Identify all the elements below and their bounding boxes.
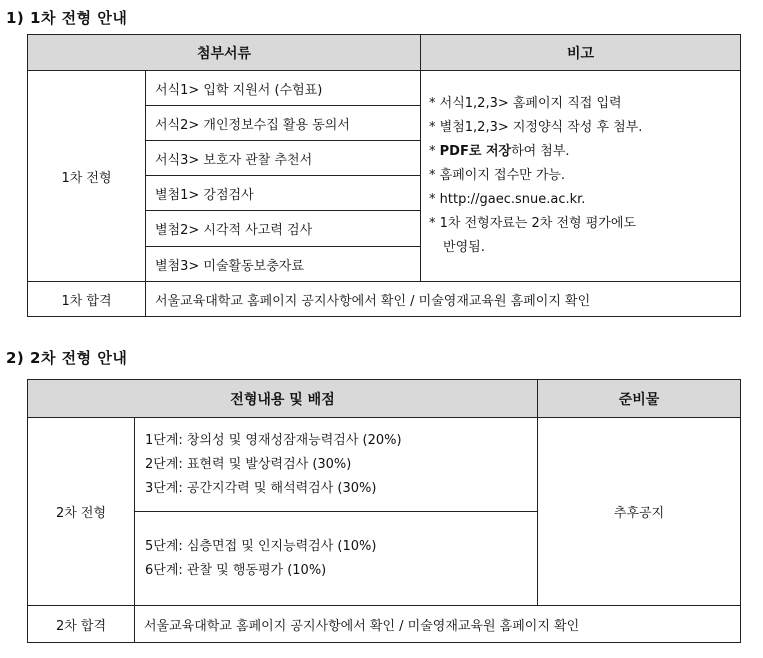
steps-group-a <box>135 418 538 512</box>
note-line: * 서식1,2,3> 홈페이지 직접 입력 <box>429 96 622 111</box>
stage1-table <box>27 34 741 317</box>
note-line: * 1차 전형자료는 2차 전형 평가에도 <box>429 216 636 231</box>
note-line: * 홈페이지 접수만 가능. <box>429 168 566 183</box>
document-item: 서식3> 보호자 관찰 추천서 <box>146 141 421 176</box>
note-line: 반영됨. <box>443 240 485 255</box>
stage2-label: 2차 전형 <box>28 418 135 606</box>
remarks-notes <box>421 71 741 282</box>
stage2-table <box>27 379 741 643</box>
stage1-pass-label: 1차 합격 <box>28 282 146 317</box>
note-line: * 별첨1,2,3> 지정양식 작성 후 첨부. <box>429 120 643 135</box>
section1-title: 1) 1차 전형 안내 <box>6 9 128 27</box>
document-item: 별첨3> 미술활동보충자료 <box>146 247 421 282</box>
stage2-pass-label: 2차 합격 <box>28 606 135 643</box>
step-line: 3단계: 공간지각력 및 해석력검사 (30%) <box>145 480 377 496</box>
note-line-url: * http://gaec.snue.ac.kr. <box>429 192 586 207</box>
content-header: 전형내용 및 배점 <box>28 380 538 418</box>
step-line: 6단계: 관찰 및 행동평가 (10%) <box>145 562 327 578</box>
document-item: 서식2> 개인정보수집 활용 동의서 <box>146 106 421 141</box>
document-item: 별첨2> 시각적 사고력 검사 <box>146 211 421 247</box>
note-line-pdf <box>429 140 740 164</box>
note-rest: 하여 첨부. <box>511 144 570 159</box>
document-item: 별첨1> 강점검사 <box>146 176 421 211</box>
materials-value: 추후공지 <box>538 418 741 606</box>
step-line: 5단계: 심층면접 및 인지능력검사 (10%) <box>145 538 377 554</box>
pdf-emphasis: PDF로 저장 <box>439 144 512 159</box>
stage1-label: 1차 전형 <box>28 71 146 282</box>
note-prefix: * <box>429 144 440 159</box>
step-line: 1단계: 창의성 및 영재성잠재능력검사 (20%) <box>145 432 402 448</box>
stage2-pass-text: 서울교육대학교 홈페이지 공지사항에서 확인 / 미술영재교육원 홈페이지 확인 <box>135 606 741 643</box>
step-line: 2단계: 표현력 및 발상력검사 (30%) <box>145 456 352 472</box>
document-item: 서식1> 입학 지원서 (수험표) <box>146 71 421 106</box>
documents-header: 첨부서류 <box>28 35 421 71</box>
section2-title: 2) 2차 전형 안내 <box>6 349 128 367</box>
steps-group-b <box>135 512 538 606</box>
remarks-header: 비고 <box>421 35 741 71</box>
materials-header: 준비물 <box>538 380 741 418</box>
stage1-pass-text: 서울교육대학교 홈페이지 공지사항에서 확인 / 미술영재교육원 홈페이지 확인 <box>146 282 741 317</box>
